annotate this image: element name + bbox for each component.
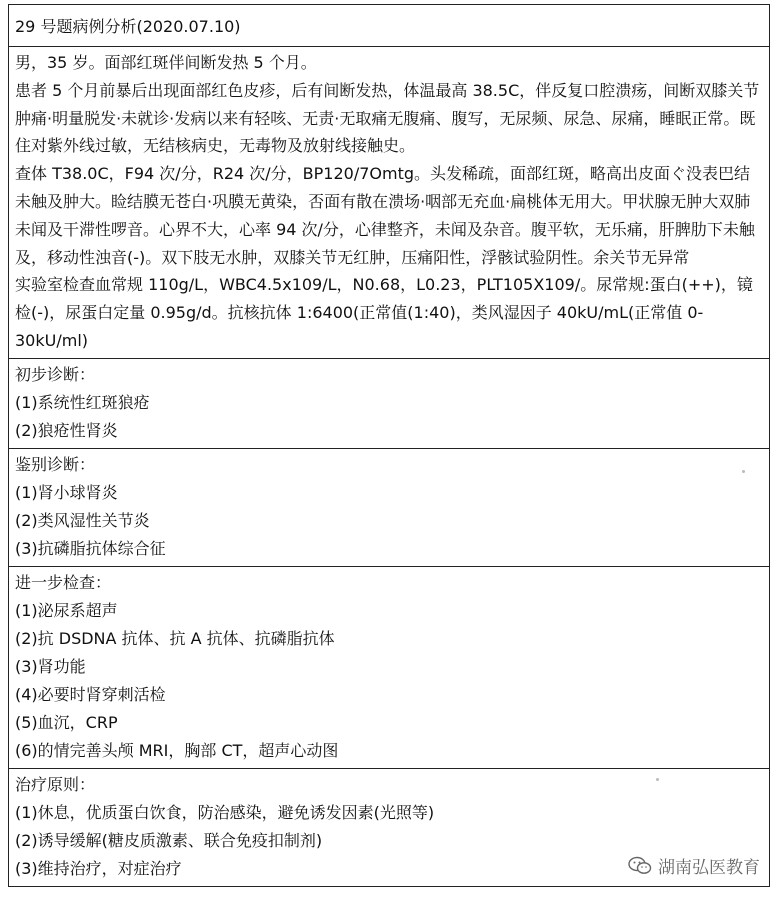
list-item: (3)抗磷脂抗体综合征 [15,538,166,558]
list-item: (6)的情完善头颅 MRI，胸部 CT，超声心动图 [15,740,339,760]
list-item: (1)休息，优质蛋白饮食，防治感染，避免诱发因素(光照等) [15,802,435,822]
document-title-row [9,5,769,46]
section-heading: 治疗原则： [15,774,96,794]
list-item: (5)血沉，CRP [15,712,118,732]
list-item: (2)狼疮性肾炎 [15,420,118,440]
list-item: (3)肾功能 [15,656,86,676]
preliminary-diagnosis-section [9,358,769,448]
list-item: (3)维持治疗，对症治疗 [15,858,182,878]
case-description [9,46,769,358]
section-heading: 初步诊断： [15,364,96,384]
case-line: 实验室检查血常规 110g/L，WBC4.5x109/L，N0.68，L0.23，PLT105X109/。尿常规:蛋白(++)，镜检(-)，尿蛋白定量 0.95g/d。抗核抗体 1:6400(正常值(1:40)，类风湿因子 40kU/mL(正常值 0-30kU/ml) [15,275,753,350]
section-heading: 鉴别诊断： [15,454,96,474]
stray-dot [656,778,659,781]
case-line: 男，35 岁。面部红斑伴间断发热 5 个月。 [15,53,317,72]
watermark-text: 湖南弘医教育 [658,858,760,878]
wechat-logo-icon [628,856,652,876]
list-item: (1)系统性红斑狼疮 [15,392,150,412]
further-examination-section [9,566,769,768]
case-line: 患者 5 个月前暴后出现面部红色皮疹，后有间断发热，体温最高 38.5C，伴反复口腔溃疡，间断双膝关节肿痛·明量脱发·未就诊·发病以来有轻咳、无责·无取痛无腹痛、腹写，无尿频、尿急、尿痛，睡眠正常。既住对紫外线过敏，无结核病史，无毒物及放射线接触史。 [15,80,760,156]
watermark [628,853,760,878]
stray-dot [742,470,745,473]
differential-diagnosis-section [9,448,769,566]
list-item: (2)抗 DSDNA 抗体、抗 A 抗体、抗磷脂抗体 [15,628,335,648]
section-heading: 进一步检查： [15,572,112,592]
case-line: 查体 T38.0C，F94 次/分，R24 次/分，BP120/7Omtg。头发稀疏，面部红斑，略高出皮面ぐ没表巴结未触及肿大。睑结膜无苍白·巩膜无黄染，否面有散在溃场·咽部无充血·扁桃体无用大。甲状腺无肿大双肺未闻及干滞性啰音。心界不大，心率 94 次/分，心律整齐，未闻及杂音。腹平软，无乐痛，肝脾肋下未触及，移动性浊音(-)。双下肢无水肿，双膝关节无红肿，压痛阳性，浮骸试验阴性。余关节无异常 [15,164,755,267]
list-item: (1)肾小球肾炎 [15,482,118,502]
case-analysis-table [8,4,770,887]
list-item: (1)泌尿系超声 [15,600,118,620]
list-item: (2)类风湿性关节炎 [15,510,150,530]
list-item: (2)诱导缓解(糖皮质激素、联合免疫扣制剂) [15,830,323,850]
document-title: 29 号题病例分析(2020.07.10) [15,16,241,36]
list-item: (4)必要时肾穿刺活检 [15,684,166,704]
